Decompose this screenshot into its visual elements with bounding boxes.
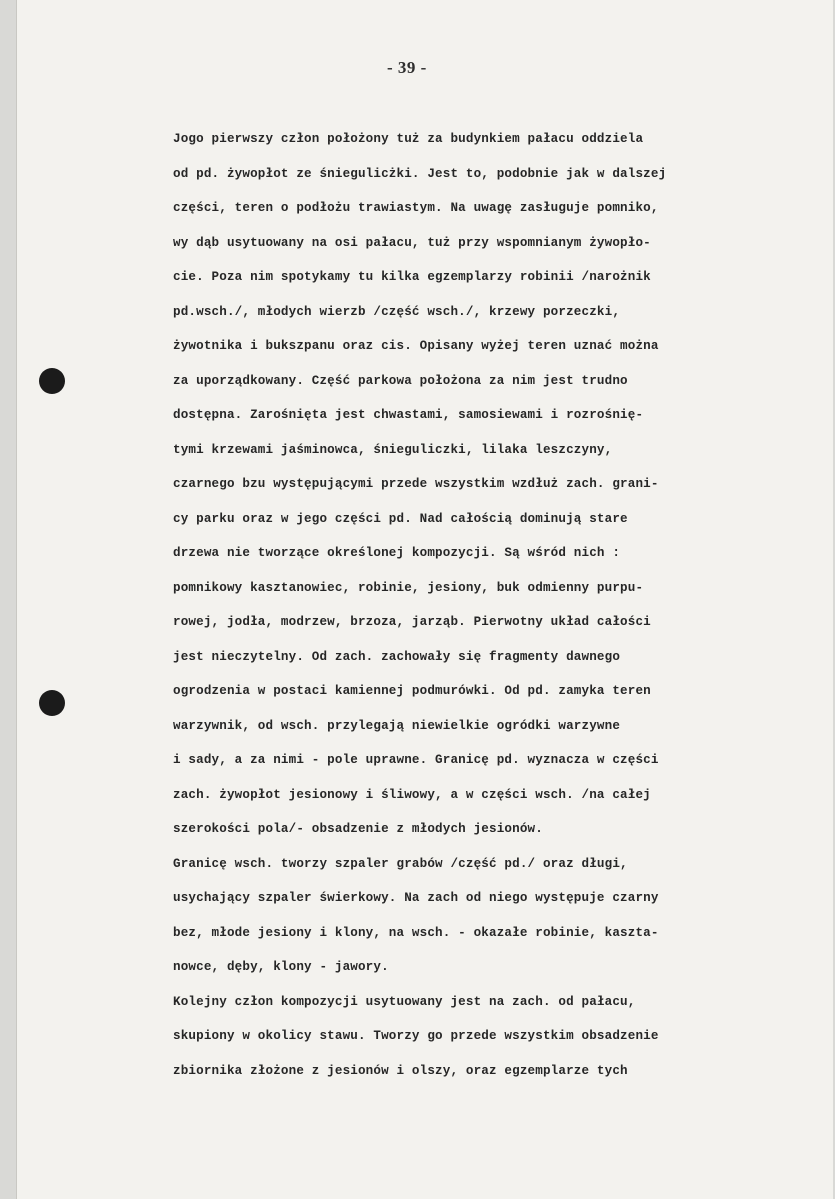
document-page: [16, 0, 833, 1199]
text-line: żywotnika i bukszpanu oraz cis. Opisany wyżej teren uznać można: [173, 339, 659, 353]
text-line: ogrodzenia w postaci kamiennej podmurówki. Od pd. zamyka teren: [173, 684, 651, 698]
punch-hole-bottom: [39, 690, 65, 716]
text-line: tymi krzewami jaśminowca, śnieguliczki, lilaka leszczyny,: [173, 442, 613, 457]
text-line: pomnikowy kasztanowiec, robinie, jesiony, buk odmienny purpu-: [173, 580, 644, 595]
text-line: czarnego bzu występującymi przede wszystkim wzdłuż zach. grani-: [173, 477, 659, 491]
text-line: pd.wsch./, młodych wierzb /część wsch./, krzewy porzeczki,: [173, 304, 621, 319]
body-text: [173, 122, 829, 1088]
text-line: drzewa nie tworzące określonej kompozycji. Są wśród nich :: [173, 546, 621, 560]
text-line: usychający szpaler świerkowy. Na zach od niego występuje czarny: [173, 891, 659, 905]
text-line: nowce, dęby, klony - jawory.: [173, 960, 389, 974]
text-line: dostępna. Zarośnięta jest chwastami, samosiewami i rozrośnię-: [173, 408, 644, 422]
text-line: warzywnik, od wsch. przylegają niewielkie ogródki warzywne: [173, 718, 621, 733]
text-line: zach. żywopłot jesionowy i śliwowy, a w części wsch. /na całej: [173, 787, 651, 802]
text-line: Kolejny człon kompozycji usytuowany jest na zach. od pałacu,: [173, 994, 636, 1009]
text-line: za uporządkowany. Część parkowa położona za nim jest trudno: [173, 373, 628, 388]
text-line: Granicę wsch. tworzy szpaler grabów /część pd./ oraz długi,: [173, 856, 628, 871]
text-line: cie. Poza nim spotykamy tu kilka egzemplarzy robinii /narożnik: [173, 270, 651, 284]
text-line: wy dąb usytuowany na osi pałacu, tuż przy wspomnianym żywopło-: [173, 235, 651, 250]
text-line: szerokości pola/- obsadzenie z młodych jesionów.: [173, 822, 543, 836]
text-line: Jogo pierwszy człon położony tuż za budynkiem pałacu oddziela: [173, 132, 644, 146]
page-number: - 39 -: [387, 58, 427, 77]
text-line: części, teren o podłożu trawiastym. Na uwagę zasługuje pomniko,: [173, 201, 659, 215]
text-line: rowej, jodła, modrzew, brzoza, jarząb. Pierwotny układ całości: [173, 615, 651, 629]
punch-hole-top: [39, 368, 65, 394]
text-line: jest nieczytelny. Od zach. zachowały się fragmenty dawnego: [173, 649, 621, 664]
text-line: skupiony w okolicy stawu. Tworzy go przede wszystkim obsadzenie: [173, 1029, 659, 1043]
text-line: i sady, a za nimi - pole uprawne. Granicę pd. wyznacza w części: [173, 753, 659, 767]
text-line: cy parku oraz w jego części pd. Nad całością dominują stare: [173, 511, 628, 526]
text-line: od pd. żywopłot ze śniegulicżki. Jest to, podobnie jak w dalszej: [173, 166, 667, 181]
text-line: bez, młode jesiony i klony, na wsch. - okazałe robinie, kaszta-: [173, 925, 659, 940]
text-line: zbiornika złożone z jesionów i olszy, oraz egzemplarze tych: [173, 1063, 628, 1078]
